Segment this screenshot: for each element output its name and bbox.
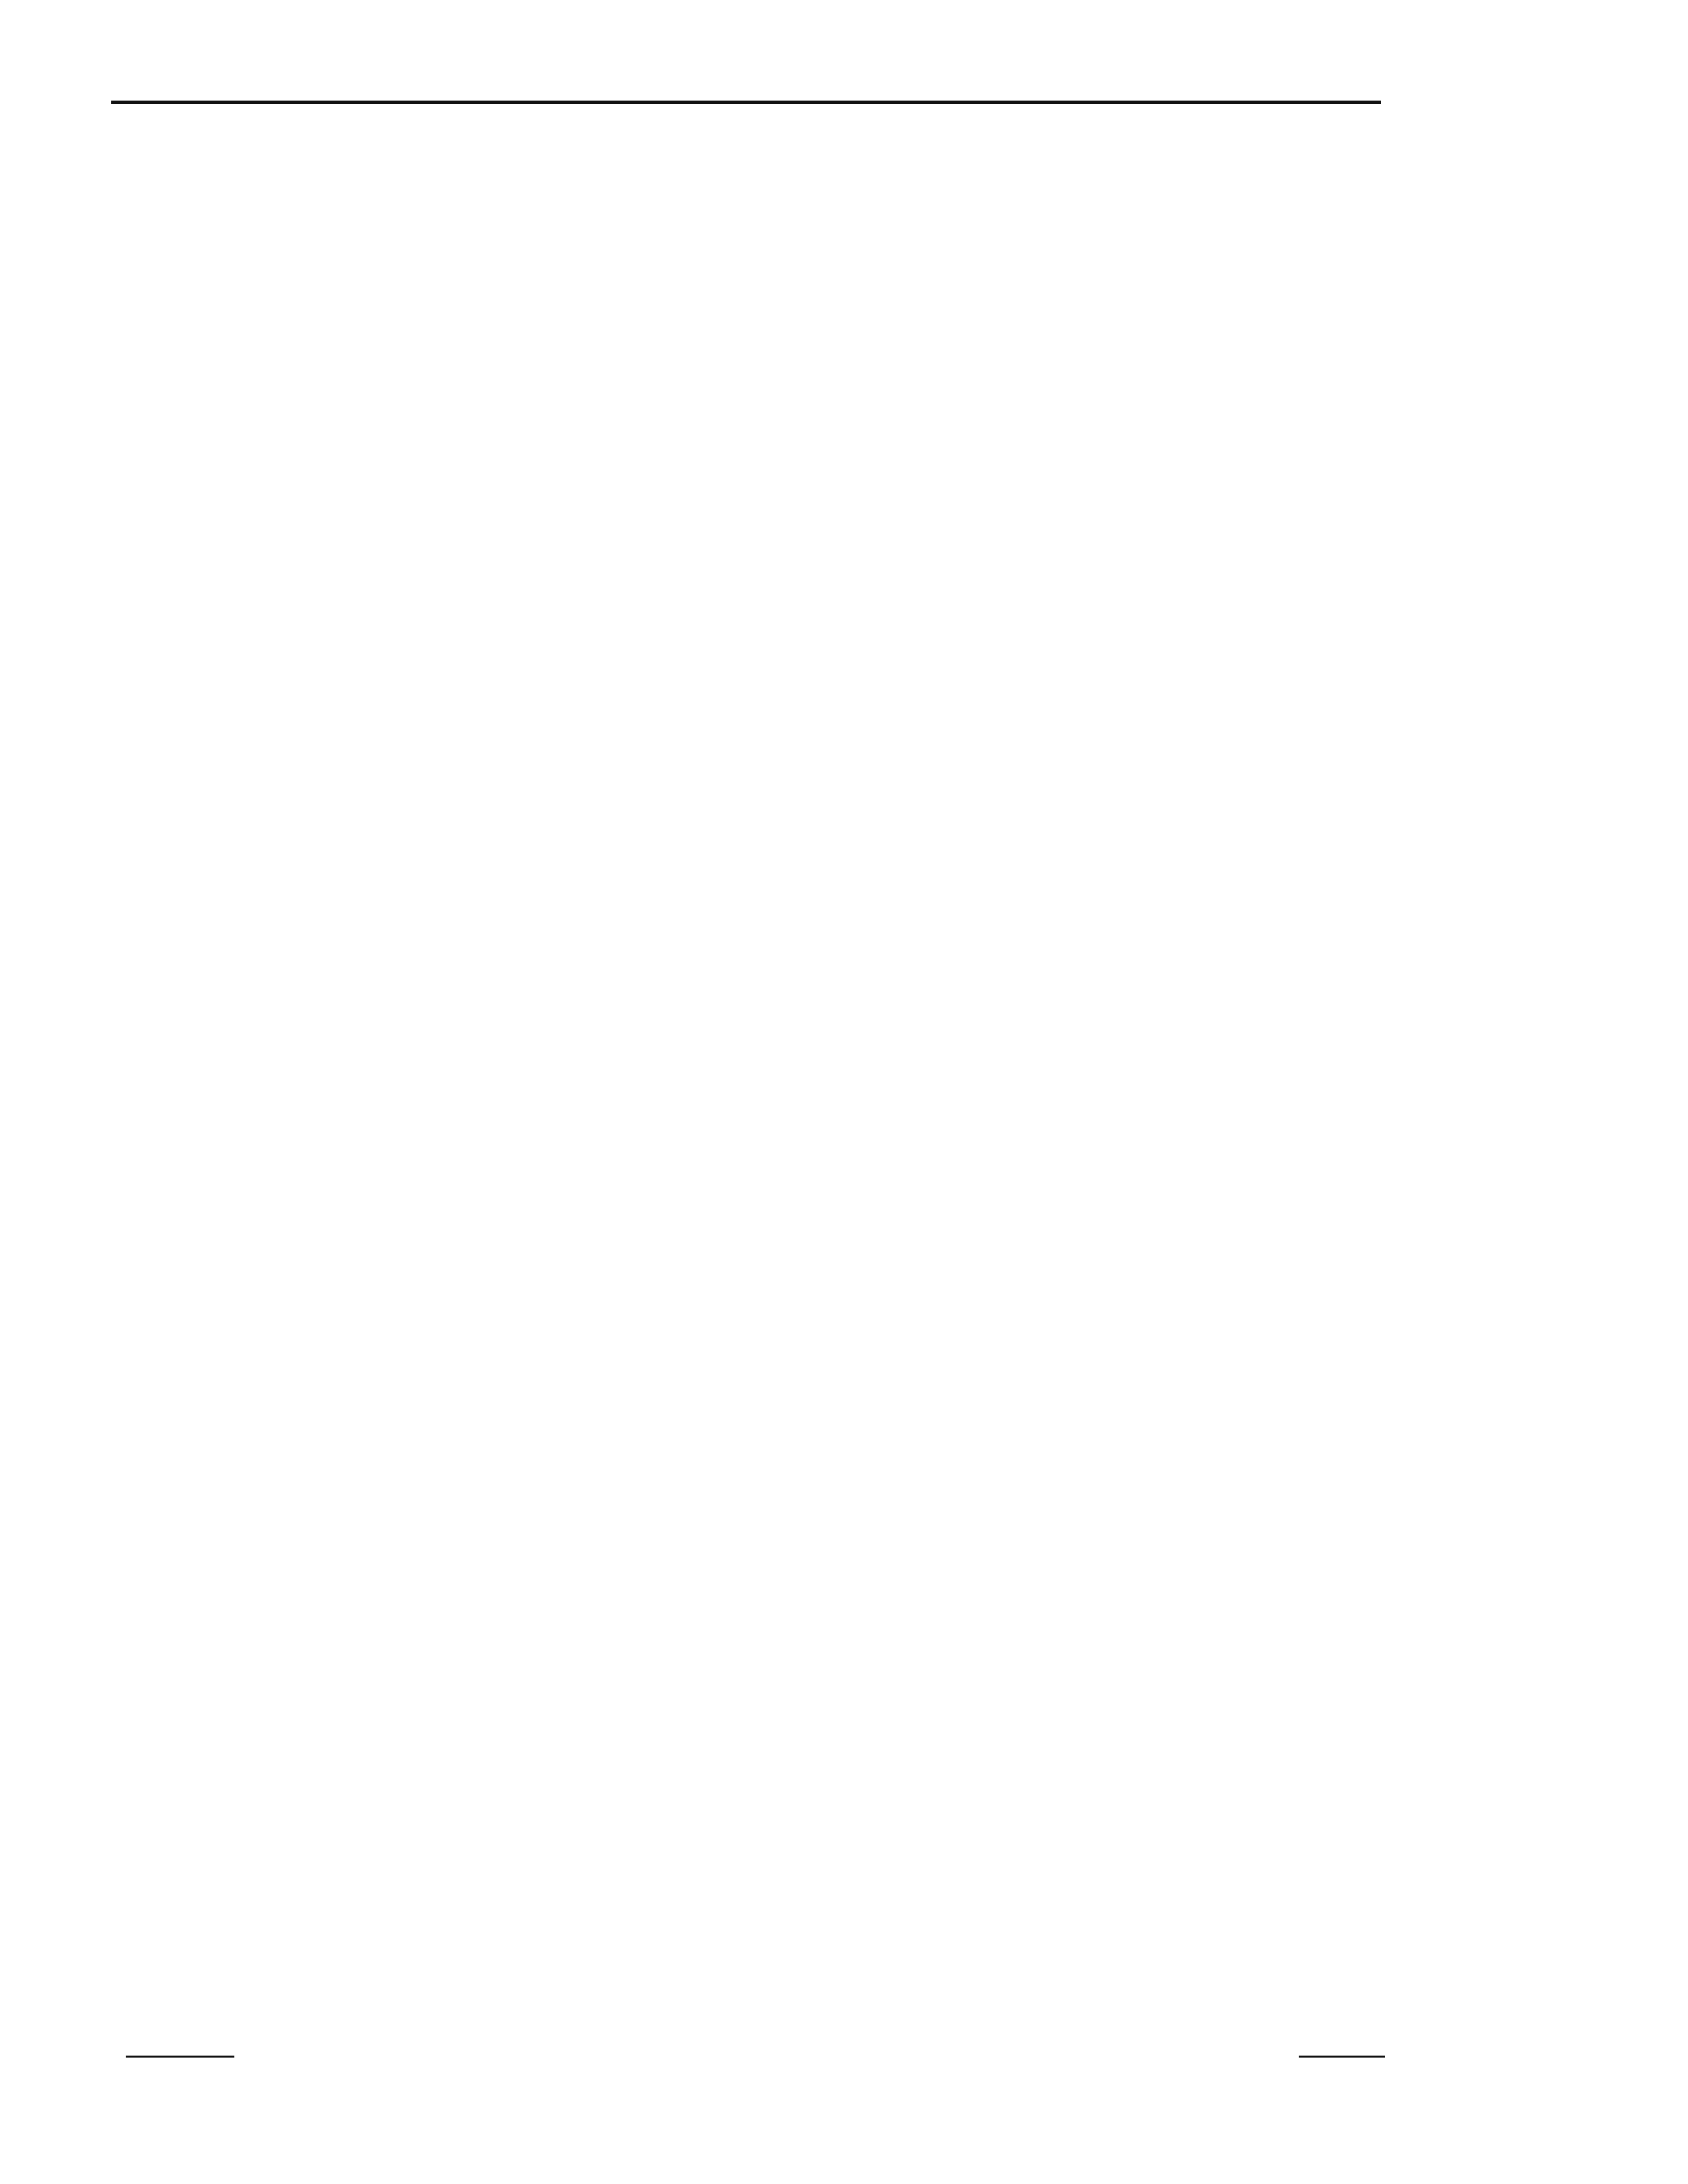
footer-rule-left bbox=[126, 2056, 234, 2058]
footer-rule-right bbox=[1299, 2056, 1385, 2058]
